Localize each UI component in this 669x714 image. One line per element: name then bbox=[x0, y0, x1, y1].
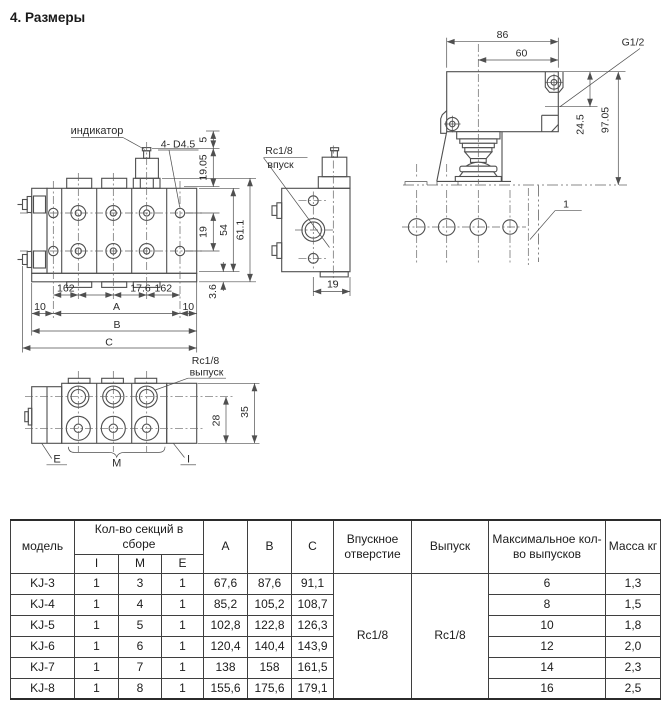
cell-mass: 1,8 bbox=[606, 615, 661, 636]
cell-i: 1 bbox=[75, 636, 119, 657]
cell-b: 105,2 bbox=[248, 594, 292, 615]
cell-mass: 1,5 bbox=[606, 594, 661, 615]
cell-e: 1 bbox=[162, 594, 204, 615]
cell-max: 14 bbox=[489, 657, 606, 678]
cell-a: 155,6 bbox=[204, 678, 248, 699]
cell-max: 10 bbox=[489, 615, 606, 636]
cell-m: 7 bbox=[119, 657, 162, 678]
cell-i: 1 bbox=[75, 657, 119, 678]
dim-10-left: 10 bbox=[34, 301, 46, 313]
rear-view-drawing bbox=[402, 29, 645, 265]
cell-c: 143,9 bbox=[292, 636, 334, 657]
cell-b: 158 bbox=[248, 657, 292, 678]
cell-e: 1 bbox=[162, 615, 204, 636]
cell-a: 102,8 bbox=[204, 615, 248, 636]
dim-b: B bbox=[113, 319, 121, 331]
callout-1: 1 bbox=[563, 198, 569, 211]
bottom-view-drawing bbox=[25, 355, 260, 470]
cell-mass: 1,3 bbox=[606, 573, 661, 594]
section-label-m: M bbox=[112, 457, 122, 470]
dim-a: A bbox=[112, 301, 121, 313]
cell-e: 1 bbox=[162, 657, 204, 678]
cell-i: 1 bbox=[75, 678, 119, 699]
cell-e: 1 bbox=[162, 636, 204, 657]
cell-a: 67,6 bbox=[204, 573, 248, 594]
cell-max: 8 bbox=[489, 594, 606, 615]
table-row bbox=[11, 573, 661, 594]
cell-a: 120,4 bbox=[204, 636, 248, 657]
cell-i: 1 bbox=[75, 594, 119, 615]
header-a: A bbox=[204, 520, 248, 573]
cell-m: 4 bbox=[119, 594, 162, 615]
cell-c: 161,5 bbox=[292, 657, 334, 678]
cell-model: KJ-3 bbox=[11, 573, 75, 594]
cell-b: 122,8 bbox=[248, 615, 292, 636]
cell-b: 175,6 bbox=[248, 678, 292, 699]
dim-54: 54 bbox=[218, 224, 230, 236]
cell-e: 1 bbox=[162, 573, 204, 594]
cell-i: 1 bbox=[75, 615, 119, 636]
outlet-port-label-line1: Rc1/8 bbox=[191, 355, 220, 367]
cell-e: 1 bbox=[162, 678, 204, 699]
cell-outlet-value: Rc1/8 bbox=[412, 573, 489, 699]
cell-model: KJ-7 bbox=[11, 657, 75, 678]
dim-19: 19 bbox=[197, 226, 210, 238]
cell-inlet-value: Rc1/8 bbox=[334, 573, 412, 699]
cell-c: 91,1 bbox=[292, 573, 334, 594]
cell-c: 179,1 bbox=[292, 678, 334, 699]
dim-19-side: 19 bbox=[326, 278, 339, 291]
cell-mass: 2,0 bbox=[606, 636, 661, 657]
cell-max: 12 bbox=[489, 636, 606, 657]
dim-60: 60 bbox=[515, 47, 528, 60]
front-view-drawing bbox=[18, 125, 257, 353]
dim-c: C bbox=[105, 336, 113, 349]
dim-97-05: 97.05 bbox=[599, 106, 612, 134]
dim-162-right: 162 bbox=[154, 282, 173, 295]
cell-c: 108,7 bbox=[292, 594, 334, 615]
dim-3-6: 3.6 bbox=[207, 284, 219, 299]
inlet-port-label-line1: Rc1/8 bbox=[265, 145, 293, 157]
header-e: E bbox=[162, 554, 204, 573]
cell-model: KJ-5 bbox=[11, 615, 75, 636]
header-b: B bbox=[248, 520, 292, 573]
header-sections-group: Кол-во секций в сборе bbox=[75, 520, 204, 554]
cell-max: 6 bbox=[489, 573, 606, 594]
indicator-label: индикатор bbox=[70, 125, 124, 137]
holes-label: 4- D4.5 bbox=[160, 138, 196, 151]
page-title: 4. Размеры bbox=[10, 10, 86, 25]
cell-b: 140,4 bbox=[248, 636, 292, 657]
dim-10-right: 10 bbox=[182, 301, 195, 313]
cell-mass: 2,5 bbox=[606, 678, 661, 699]
header-outlet: Выпуск bbox=[412, 520, 489, 573]
section-label-e: E bbox=[53, 453, 61, 466]
thread-label-g12: G1/2 bbox=[621, 36, 645, 49]
header-i: I bbox=[75, 554, 119, 573]
dim-86: 86 bbox=[496, 29, 509, 42]
section-label-i: I bbox=[186, 453, 191, 466]
cell-m: 5 bbox=[119, 615, 162, 636]
cell-m: 6 bbox=[119, 636, 162, 657]
cell-mass: 2,3 bbox=[606, 657, 661, 678]
dim-61-1: 61.1 bbox=[234, 219, 247, 241]
header-inlet: Впускное отверстие bbox=[334, 520, 412, 573]
cell-a: 138 bbox=[204, 657, 248, 678]
dim-19-05: 19.05 bbox=[197, 154, 210, 181]
cell-a: 85,2 bbox=[204, 594, 248, 615]
outlet-port-label-line2: выпуск bbox=[189, 366, 224, 379]
cell-model: KJ-6 bbox=[11, 636, 75, 657]
cell-c: 126,3 bbox=[292, 615, 334, 636]
header-max-outlets: Максимальное кол-во выпусков bbox=[489, 520, 606, 573]
dim-5: 5 bbox=[197, 136, 210, 143]
cell-b: 87,6 bbox=[248, 573, 292, 594]
cell-m: 8 bbox=[119, 678, 162, 699]
cell-max: 16 bbox=[489, 678, 606, 699]
dim-24-5: 24.5 bbox=[574, 114, 587, 135]
header-c: C bbox=[292, 520, 334, 573]
dim-162-left: 162 bbox=[57, 282, 75, 295]
dim-17-6: 17.6 bbox=[130, 282, 151, 295]
side-view-drawing bbox=[264, 145, 351, 296]
cell-i: 1 bbox=[75, 573, 119, 594]
dim-35: 35 bbox=[239, 406, 251, 418]
cell-m: 3 bbox=[119, 573, 162, 594]
header-mass: Масса кг bbox=[606, 520, 661, 573]
dim-28: 28 bbox=[210, 414, 223, 427]
dimensions-table bbox=[10, 519, 661, 700]
header-m: M bbox=[119, 554, 162, 573]
header-model: модель bbox=[11, 520, 75, 573]
inlet-port-label-line2: впуск bbox=[267, 159, 294, 171]
cell-model: KJ-8 bbox=[11, 678, 75, 699]
cell-model: KJ-4 bbox=[11, 594, 75, 615]
